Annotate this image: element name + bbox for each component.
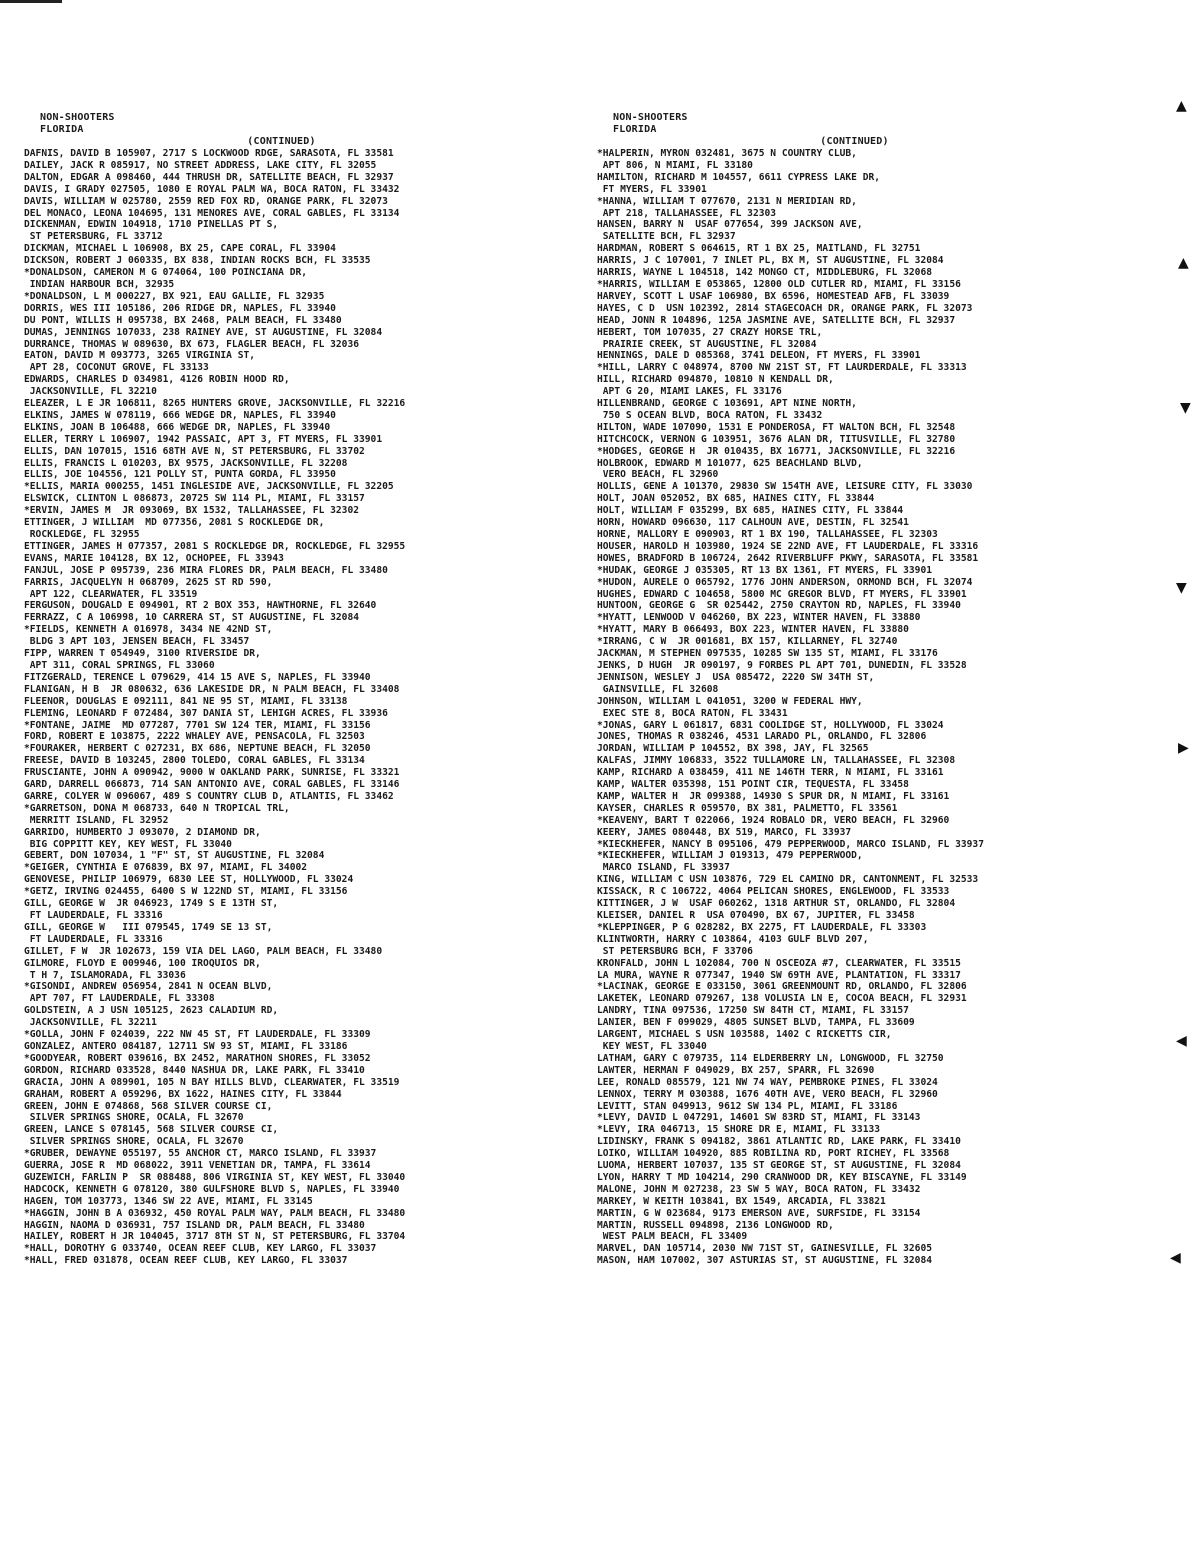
listing-line: APT 28, COCONUT GROVE, FL 33133: [24, 362, 209, 374]
listing-line: INDIAN HARBOUR BCH, 32935: [24, 278, 175, 290]
scan-mark: ▲: [1176, 98, 1187, 114]
listing-line: KAMP, RICHARD A 038459, 411 NE 146TH TERR, N MIAMI, FL 33161: [597, 767, 944, 779]
listing-line: ELKINS, JOAN B 106488, 666 WEDGE DR, NAPLES, FL 33940: [24, 421, 331, 433]
left-column: [24, 112, 599, 1267]
listing-line: *HYATT, LENWOOD V 046260, BX 223, WINTER HAVEN, FL 33880: [597, 612, 921, 624]
listing: [24, 148, 599, 1267]
listing-line: PRAIRIE CREEK, ST AUGUSTINE, FL 32084: [597, 338, 817, 350]
listing-line: JENKS, D HUGH JR 090197, 9 FORBES PL APT 701, DUNEDIN, FL 33528: [597, 659, 967, 671]
listing-line: HUNTOON, GEORGE G SR 025442, 2750 CRAYTON RD, NAPLES, FL 33940: [597, 600, 961, 612]
listing-line: APT 311, CORAL SPRINGS, FL 33060: [24, 659, 215, 671]
listing-line: *HUDON, AURELE O 065792, 1776 JOHN ANDERSON, ORMOND BCH, FL 32074: [597, 576, 973, 588]
listing-line: ELLIS, FRANCIS L 010203, BX 9575, JACKSONVILLE, FL 32208: [24, 457, 348, 469]
listing-line: GREEN, JOHN E 074868, 568 SILVER COURSE CI,: [24, 1100, 273, 1112]
listing-line: LA MURA, WAYNE R 077347, 1940 SW 69TH AVE, PLANTATION, FL 33317: [597, 969, 961, 981]
listing-line: ELEAZER, L E JR 106811, 8265 HUNTERS GROVE, JACKSONVILLE, FL 32216: [24, 398, 406, 410]
listing-line: *LACINAK, GEORGE E 033150, 3061 GREENMOUNT RD, ORLANDO, FL 32806: [597, 981, 967, 993]
listing-line: GILL, GEORGE W III 079545, 1749 SE 13 ST,: [24, 921, 273, 933]
listing-line: GRAHAM, ROBERT A 059296, BX 1622, HAINES CITY, FL 33844: [24, 1088, 342, 1100]
listing-line: DICKSON, ROBERT J 060335, BX 838, INDIAN ROCKS BCH, FL 33535: [24, 255, 371, 267]
listing-line: *HYATT, MARY B 066493, BOX 223, WINTER HAVEN, FL 33880: [597, 624, 909, 636]
listing-line: ELLER, TERRY L 106907, 1942 PASSAIC, APT 3, FT MYERS, FL 33901: [24, 433, 383, 445]
listing-line: MARKEY, W KEITH 103841, BX 1549, ARCADIA, FL 33821: [597, 1195, 886, 1207]
listing-line: KLEISER, DANIEL R USA 070490, BX 67, JUPITER, FL 33458: [597, 910, 915, 921]
listing-line: FITZGERALD, TERENCE L 079629, 414 15 AVE S, NAPLES, FL 33940: [24, 671, 371, 683]
listing-line: HADCOCK, KENNETH G 078120, 380 GULFSHORE BLVD S, NAPLES, FL 33940: [24, 1183, 400, 1195]
section-title: NON-SHOOTERS: [40, 112, 115, 123]
listing-line: *KEAVENY, BART T 022066, 1924 ROBALO DR, VERO BEACH, FL 32960: [597, 814, 950, 826]
scan-mark: ▼: [1180, 400, 1191, 416]
listing-line: HAGGIN, NAOMA D 036931, 757 ISLAND DR, PALM BEACH, FL 33480: [24, 1219, 365, 1231]
listing-line: KAMP, WALTER 035398, 151 POINT CIR, TEQUESTA, FL 33458: [597, 779, 909, 791]
listing-line: MARCO ISLAND, FL 33937: [597, 862, 730, 874]
listing-line: BIG COPPITT KEY, KEY WEST, FL 33040: [24, 838, 232, 850]
listing-line: DICKMAN, MICHAEL L 106908, BX 25, CAPE CORAL, FL 33904: [24, 243, 336, 255]
listing-line: FREESE, DAVID B 103245, 2800 TOLEDO, CORAL GABLES, FL 33134: [24, 755, 365, 767]
listing-line: HAYES, C D USN 102392, 2814 STAGECOACH DR, ORANGE PARK, FL 32073: [597, 302, 973, 314]
listing-line: HOLT, WILLIAM F 035299, BX 685, HAINES CITY, FL 33844: [597, 505, 904, 517]
listing-line: GAINSVILLE, FL 32608: [597, 683, 719, 695]
listing-line: FRUSCIANTE, JOHN A 090942, 9000 W OAKLAND PARK, SUNRISE, FL 33321: [24, 767, 400, 779]
listing-line: FIPP, WARREN T 054949, 3100 RIVERSIDE DR,: [24, 648, 261, 660]
listing-line: HORNE, MALLORY E 090903, RT 1 BX 190, TALLAHASSEE, FL 32303: [597, 529, 938, 540]
listing-line: HUGHES, EDWARD C 104658, 5800 MC GREGOR BLVD, FT MYERS, FL 33901: [597, 588, 967, 600]
listing-line: *DONALDSON, CAMERON M G 074064, 100 POINCIANA DR,: [24, 267, 308, 279]
listing-line: LYON, HARRY T MD 104214, 290 CRANWOOD DR, KEY BISCAYNE, FL 33149: [597, 1171, 967, 1183]
listing-line: JONES, THOMAS R 038246, 4531 LARADO PL, ORLANDO, FL 32806: [597, 731, 927, 743]
listing-line: *GEIGER, CYNTHIA E 076839, BX 97, MIAMI, FL 34002: [24, 862, 308, 874]
listing-line: JACKSONVILLE, FL 32210: [24, 386, 157, 398]
listing-line: FARRIS, JACQUELYN H 068709, 2625 ST RD 590,: [24, 576, 273, 588]
listing-line: APT 122, CLEARWATER, FL 33519: [24, 588, 198, 600]
listing-line: *HANNA, WILLIAM T 077670, 2131 N MERIDIAN RD,: [597, 195, 857, 207]
listing-line: DORRIS, WES III 105186, 206 RIDGE DR, NAPLES, FL 33940: [24, 302, 336, 314]
listing-line: *KLEPPINGER, P G 028282, BX 2275, FT LAUDERDALE, FL 33303: [597, 921, 927, 933]
listing-line: FLANIGAN, H B JR 080632, 636 LAKESIDE DR, N PALM BEACH, FL 33408: [24, 683, 400, 695]
listing-line: HITCHCOCK, VERNON G 103951, 3676 ALAN DR, TITUSVILLE, FL 32780: [597, 433, 956, 445]
listing-line: MERRITT ISLAND, FL 32952: [24, 814, 169, 826]
listing-line: EDWARDS, CHARLES D 034981, 4126 ROBIN HOOD RD,: [24, 374, 290, 386]
listing-line: MASON, HAM 107002, 307 ASTURIAS ST, ST AUGUSTINE, FL 32084: [597, 1255, 933, 1267]
listing-line: KALFAS, JIMMY 106833, 3522 TULLAMORE LN, TALLAHASSEE, FL 32308: [597, 755, 956, 767]
listing-line: *HUDAK, GEORGE J 035305, RT 13 BX 1361, FT MYERS, FL 33901: [597, 564, 933, 576]
listing-line: *ELLIS, MARIA 000255, 1451 INGLESIDE AVE, JACKSONVILLE, FL 32205: [24, 481, 394, 493]
listing-line: FORD, ROBERT E 103875, 2222 WHALEY AVE, PENSACOLA, FL 32503: [24, 731, 365, 743]
listing-line: 750 S OCEAN BLVD, BOCA RATON, FL 33432: [597, 409, 823, 421]
listing-line: GUERRA, JOSE R MD 068022, 3911 VENETIAN DR, TAMPA, FL 33614: [24, 1160, 371, 1172]
listing-line: *DONALDSON, L M 000227, BX 921, EAU GALLIE, FL 32935: [24, 290, 325, 302]
listing-line: GARRE, COLYER W 096067, 489 S COUNTRY CLUB D, ATLANTIS, FL 33462: [24, 790, 394, 802]
listing-line: GARRIDO, HUMBERTO J 093070, 2 DIAMOND DR,: [24, 826, 261, 838]
listing-line: LAKETEK, LEONARD 079267, 138 VOLUSIA LN E, COCOA BEACH, FL 32931: [597, 993, 967, 1005]
listing-line: HOUSER, HAROLD H 103980, 1924 SE 22ND AVE, FT LAUDERDALE, FL 33316: [597, 540, 979, 552]
listing-line: HAGEN, TOM 103773, 1346 SW 22 AVE, MIAMI, FL 33145: [24, 1195, 313, 1207]
listing-line: *FOURAKER, HERBERT C 027231, BX 686, NEPTUNE BEACH, FL 32050: [24, 743, 371, 755]
listing-line: GUZEWICH, FARLIN P SR 088488, 806 VIRGINIA ST, KEY WEST, FL 33040: [24, 1171, 406, 1183]
listing-line: *GARRETSON, DONA M 068733, 640 N TROPICAL TRL,: [24, 802, 290, 814]
listing-line: BLDG 3 APT 103, JENSEN BEACH, FL 33457: [24, 636, 250, 648]
listing-line: *LEVY, IRA 046713, 15 SHORE DR E, MIAMI, FL 33133: [597, 1124, 881, 1136]
listing-line: MARTIN, RUSSELL 094898, 2136 LONGWOOD RD,: [597, 1219, 834, 1231]
listing-line: GEBERT, DON 107034, 1 "F" ST, ST AUGUSTINE, FL 32084: [24, 850, 325, 862]
listing-line: JACKMAN, M STEPHEN 097535, 10285 SW 135 ST, MIAMI, FL 33176: [597, 648, 938, 660]
listing-line: DICKENMAN, EDWIN 104918, 1710 PINELLAS PT S,: [24, 219, 279, 231]
scan-mark: ▼: [1176, 580, 1187, 596]
listing-line: *GOLLA, JOHN F 024039, 222 NW 45 ST, FT LAUDERDALE, FL 33309: [24, 1029, 371, 1041]
listing-line: LENNOX, TERRY M 030388, 1676 40TH AVE, VERO BEACH, FL 32960: [597, 1088, 938, 1100]
scan-mark: ◀: [1170, 1250, 1181, 1266]
listing-line: DAFNIS, DAVID B 105907, 2717 S LOCKWOOD RDGE, SARASOTA, FL 33581: [24, 148, 394, 159]
listing-line: FLEMING, LEONARD F 072484, 307 DANIA ST, LEHIGH ACRES, FL 33936: [24, 707, 388, 719]
listing-line: HAILEY, ROBERT H JR 104045, 3717 8TH ST N, ST PETERSBURG, FL 33704: [24, 1231, 406, 1243]
listing-line: GILLET, F W JR 102673, 159 VIA DEL LAGO, PALM BEACH, FL 33480: [24, 945, 383, 957]
continued-label: (CONTINUED): [820, 136, 889, 147]
listing-line: HAMILTON, RICHARD M 104557, 6611 CYPRESS LAKE DR,: [597, 171, 881, 183]
scan-mark: ◀: [1176, 1033, 1187, 1049]
listing-line: FLEENOR, DOUGLAS E 092111, 841 NE 95 ST, MIAMI, FL 33138: [24, 695, 348, 707]
listing-line: HARRIS, J C 107001, 7 INLET PL, BX M, ST AUGUSTINE, FL 32084: [597, 255, 944, 267]
listing-line: APT G 20, MIAMI LAKES, FL 33176: [597, 386, 782, 398]
listing-line: *IRRANG, C W JR 001681, BX 157, KILLARNEY, FL 32740: [597, 636, 898, 648]
listing-line: KAYSER, CHARLES R 059570, BX 381, PALMETTO, FL 33561: [597, 802, 898, 814]
listing-line: ELLIS, DAN 107015, 1516 68TH AVE N, ST PETERSBURG, FL 33702: [24, 445, 365, 457]
listing-line: KING, WILLIAM C USN 103876, 729 EL CAMINO DR, CANTONMENT, FL 32533: [597, 874, 979, 886]
listing-line: FERRAZZ, C A 106998, 10 CARRERA ST, ST AUGUSTINE, FL 32084: [24, 612, 360, 624]
right-column: [597, 112, 1172, 1267]
listing-line: LANIER, BEN F 099029, 4805 SUNSET BLVD, TAMPA, FL 33609: [597, 1017, 915, 1029]
listing-line: ST PETERSBURG, FL 33712: [24, 231, 163, 243]
listing-line: HANSEN, BARRY N USAF 077654, 399 JACKSON AVE,: [597, 219, 863, 231]
listing-line: *GRUBER, DEWAYNE 055197, 55 ANCHOR CT, MARCO ISLAND, FL 33937: [24, 1148, 377, 1160]
listing-line: KAMP, WALTER H JR 099388, 14930 S SPUR DR, N MIAMI, FL 33161: [597, 790, 950, 802]
listing-line: FERGUSON, DOUGALD E 094901, RT 2 BOX 353, HAWTHORNE, FL 32640: [24, 600, 377, 612]
listing-line: FANJUL, JOSE P 095739, 236 MIRA FLORES DR, PALM BEACH, FL 33480: [24, 564, 388, 576]
listing-line: T H 7, ISLAMORADA, FL 33036: [24, 969, 186, 981]
listing-line: KEY WEST, FL 33040: [597, 1040, 707, 1052]
listing-line: LAWTER, HERMAN F 049029, BX 257, SPARR, FL 32690: [597, 1064, 875, 1076]
listing-line: HEBERT, TOM 107035, 27 CRAZY HORSE TRL,: [597, 326, 823, 338]
listing-line: LARGENT, MICHAEL S USN 103588, 1402 C RICKETTS CIR,: [597, 1029, 892, 1041]
listing-line: GILMORE, FLOYD E 009946, 100 IROQUIOS DR,: [24, 957, 261, 969]
state-heading: FLORIDA: [613, 124, 657, 135]
listing-line: SILVER SPRINGS SHORE, OCALA, FL 32670: [24, 1136, 244, 1148]
listing-line: DEL MONACO, LEONA 104695, 131 MENORES AVE, CORAL GABLES, FL 33134: [24, 207, 400, 219]
listing-line: *HODGES, GEORGE H JR 010435, BX 16771, JACKSONVILLE, FL 32216: [597, 445, 956, 457]
listing-line: LIDINSKY, FRANK S 094182, 3861 ATLANTIC RD, LAKE PARK, FL 33410: [597, 1136, 961, 1148]
listing: [597, 148, 1172, 1267]
listing-line: HOLBROOK, EDWARD M 101077, 625 BEACHLAND BLVD,: [597, 457, 863, 469]
continued-label: (CONTINUED): [247, 136, 316, 147]
listing-line: ETTINGER, JAMES H 077357, 2081 S ROCKLEDGE DR, ROCKLEDGE, FL 32955: [24, 540, 406, 552]
listing-line: GARD, DARRELL 066873, 714 SAN ANTONIO AVE, CORAL GABLES, FL 33146: [24, 779, 400, 791]
listing-line: EXEC STE 8, BOCA RATON, FL 33431: [597, 707, 788, 719]
listing-line: LEVITT, STAN 049913, 9612 SW 134 PL, MIAMI, FL 33186: [597, 1100, 898, 1112]
listing-line: FT LAUDERDALE, FL 33316: [24, 933, 163, 945]
listing-line: ELSWICK, CLINTON L 086873, 20725 SW 114 PL, MIAMI, FL 33157: [24, 493, 365, 505]
listing-line: HARDMAN, ROBERT S 064615, RT 1 BX 25, MAITLAND, FL 32751: [597, 243, 921, 255]
listing-line: ST PETERSBURG BCH, F 33706: [597, 945, 753, 957]
listing-line: HILLENBRAND, GEORGE C 103691, APT NINE NORTH,: [597, 398, 857, 410]
listing-line: MALONE, JOHN M 027238, 23 SW 5 WAY, BOCA RATON, FL 33432: [597, 1183, 921, 1195]
listing-line: *FIELDS, KENNETH A 016978, 3434 NE 42ND ST,: [24, 624, 273, 636]
section-title: NON-SHOOTERS: [613, 112, 688, 123]
listing-line: LOIKO, WILLIAM 104920, 885 ROBILINA RD, PORT RICHEY, FL 33568: [597, 1148, 950, 1160]
listing-line: WEST PALM BEACH, FL 33409: [597, 1231, 748, 1243]
listing-line: FT MYERS, FL 33901: [597, 183, 707, 195]
listing-line: APT 806, N MIAMI, FL 33180: [597, 159, 753, 171]
listing-line: *KIECKHEFER, WILLIAM J 019313, 479 PEPPERWOOD,: [597, 850, 863, 862]
listing-line: *GETZ, IRVING 024455, 6400 S W 122ND ST, MIAMI, FL 33156: [24, 886, 348, 898]
listing-line: KEERY, JAMES 080448, BX 519, MARCO, FL 33937: [597, 826, 852, 838]
listing-line: SATELLITE BCH, FL 32937: [597, 231, 736, 243]
listing-line: FT LAUDERDALE, FL 33316: [24, 910, 163, 921]
listing-line: JACKSONVILLE, FL 32211: [24, 1017, 157, 1029]
listing-line: KRONFALD, JOHN L 102084, 700 N OSCEOZA #7, CLEARWATER, FL 33515: [597, 957, 961, 969]
listing-line: KISSACK, R C 106722, 4064 PELICAN SHORES, ENGLEWOOD, FL 33533: [597, 886, 950, 898]
listing-line: *HAGGIN, JOHN B A 036932, 450 ROYAL PALM WAY, PALM BEACH, FL 33480: [24, 1207, 406, 1219]
listing-line: GREEN, LANCE S 078145, 568 SILVER COURSE CI,: [24, 1124, 279, 1136]
listing-line: JENNISON, WESLEY J USA 085472, 2220 SW 34TH ST,: [597, 671, 875, 683]
listing-line: DURRANCE, THOMAS W 089630, BX 673, FLAGLER BEACH, FL 32036: [24, 338, 360, 350]
listing-line: GOLDSTEIN, A J USN 105125, 2623 CALADIUM RD,: [24, 1005, 279, 1017]
listing-line: VERO BEACH, FL 32960: [597, 469, 719, 481]
listing-line: ETTINGER, J WILLIAM MD 077356, 2081 S ROCKLEDGE DR,: [24, 517, 325, 529]
listing-line: HOWES, BRADFORD B 106724, 2642 RIVERBLUFF PKWY, SARASOTA, FL 33581: [597, 552, 979, 564]
listing-line: HOLT, JOAN 052052, BX 685, HAINES CITY, FL 33844: [597, 493, 875, 505]
listing-line: KITTINGER, J W USAF 060262, 1318 ARTHUR ST, ORLANDO, FL 32804: [597, 898, 956, 910]
listing-line: GORDON, RICHARD 033528, 8440 NASHUA DR, LAKE PARK, FL 33410: [24, 1064, 365, 1076]
listing-line: *JONAS, GARY L 061817, 6831 COOLIDGE ST, HOLLYWOOD, FL 33024: [597, 719, 944, 731]
listing-line: *HALL, FRED 031878, OCEAN REEF CLUB, KEY LARGO, FL 33037: [24, 1255, 348, 1267]
listing-line: LATHAM, GARY C 079735, 114 ELDERBERRY LN, LONGWOOD, FL 32750: [597, 1052, 944, 1064]
listing-line: *KIECKHEFER, NANCY B 095106, 479 PEPPERWOOD, MARCO ISLAND, FL 33937: [597, 838, 984, 850]
listing-line: ELKINS, JAMES W 078119, 666 WEDGE DR, NAPLES, FL 33940: [24, 409, 336, 421]
listing-line: LANDRY, TINA 097536, 17250 SW 84TH CT, MIAMI, FL 33157: [597, 1005, 909, 1017]
listing-line: KLINTWORTH, HARRY C 103864, 4103 GULF BLVD 207,: [597, 933, 869, 945]
listing-line: JOHNSON, WILLIAM L 041051, 3200 W FEDERAL HWY,: [597, 695, 863, 707]
listing-line: *HALL, DOROTHY G 033740, OCEAN REEF CLUB, KEY LARGO, FL 33037: [24, 1243, 377, 1255]
listing-line: HILL, RICHARD 094870, 10810 N KENDALL DR,: [597, 374, 834, 386]
listing-line: HOLLIS, GENE A 101370, 29830 SW 154TH AVE, LEISURE CITY, FL 33030: [597, 481, 973, 493]
listing-line: EVANS, MARIE 104128, BX 12, OCHOPEE, FL 33943: [24, 552, 284, 564]
listing-line: EATON, DAVID M 093773, 3265 VIRGINIA ST,: [24, 350, 256, 362]
listing-line: SILVER SPRINGS SHORE, OCALA, FL 32670: [24, 1112, 244, 1124]
listing-line: *HILL, LARRY C 048974, 8700 NW 21ST ST, FT LAURDERDALE, FL 33313: [597, 362, 967, 374]
listing-line: LUOMA, HERBERT 107037, 135 ST GEORGE ST, ST AUGUSTINE, FL 32084: [597, 1160, 961, 1172]
listing-line: ROCKLEDGE, FL 32955: [24, 529, 140, 540]
listing-line: DU PONT, WILLIS H 095738, BX 2468, PALM BEACH, FL 33480: [24, 314, 342, 326]
state-heading: FLORIDA: [40, 124, 84, 135]
listing-line: LEE, RONALD 085579, 121 NW 74 WAY, PEMBROKE PINES, FL 33024: [597, 1076, 938, 1088]
listing-line: DALTON, EDGAR A 098460, 444 THRUSH DR, SATELLITE BEACH, FL 32937: [24, 171, 394, 183]
listing-line: HARVEY, SCOTT L USAF 106980, BX 6596, HOMESTEAD AFB, FL 33039: [597, 290, 950, 302]
scan-mark: ▶: [1178, 740, 1189, 756]
listing-line: MARVEL, DAN 105714, 2030 NW 71ST ST, GAINESVILLE, FL 32605: [597, 1243, 933, 1255]
listing-line: *FONTANE, JAIME MD 077287, 7701 SW 124 TER, MIAMI, FL 33156: [24, 719, 371, 731]
top-rule: [0, 0, 62, 3]
listing-line: MARTIN, G W 023684, 9173 EMERSON AVE, SURFSIDE, FL 33154: [597, 1207, 921, 1219]
listing-line: APT 218, TALLAHASSEE, FL 32303: [597, 207, 777, 219]
listing-line: ELLIS, JOE 104556, 121 POLLY ST, PUNTA GORDA, FL 33950: [24, 469, 336, 481]
listing-line: DAILEY, JACK R 085917, NO STREET ADDRESS, LAKE CITY, FL 32055: [24, 159, 377, 171]
listing-line: HENNINGS, DALE D 085368, 3741 DELEON, FT MYERS, FL 33901: [597, 350, 921, 362]
listing-line: *HARRIS, WILLIAM E 053865, 12800 OLD CUTLER RD, MIAMI, FL 33156: [597, 278, 961, 290]
listing-line: GONZALEZ, ANTERO 084187, 12711 SW 93 ST, MIAMI, FL 33186: [24, 1040, 348, 1052]
listing-line: HORN, HOWARD 096630, 117 CALHOUN AVE, DESTIN, FL 32541: [597, 517, 909, 529]
listing-line: *GISONDI, ANDREW 056954, 2841 N OCEAN BLVD,: [24, 981, 273, 993]
listing-line: HILTON, WADE 107090, 1531 E PONDEROSA, FT WALTON BCH, FL 32548: [597, 421, 956, 433]
listing-line: GILL, GEORGE W JR 046923, 1749 S E 13TH ST,: [24, 898, 279, 910]
listing-line: DUMAS, JENNINGS 107033, 238 RAINEY AVE, ST AUGUSTINE, FL 32084: [24, 326, 383, 338]
listing-line: DAVIS, WILLIAM W 025780, 2559 RED FOX RD, ORANGE PARK, FL 32073: [24, 195, 388, 207]
listing-line: HEAD, JONN R 104896, 125A JASMINE AVE, SATELLITE BCH, FL 32937: [597, 314, 956, 326]
listing-line: GENOVESE, PHILIP 106979, 6830 LEE ST, HOLLYWOOD, FL 33024: [24, 874, 354, 886]
listing-line: JORDAN, WILLIAM P 104552, BX 398, JAY, FL 32565: [597, 743, 869, 755]
listing-line: *ERVIN, JAMES M JR 093069, BX 1532, TALLAHASSEE, FL 32302: [24, 505, 360, 517]
listing-line: *GOODYEAR, ROBERT 039616, BX 2452, MARATHON SHORES, FL 33052: [24, 1052, 371, 1064]
listing-line: *LEVY, DAVID L 047291, 14601 SW 83RD ST, MIAMI, FL 33143: [597, 1112, 921, 1124]
listing-line: APT 707, FT LAUDERDALE, FL 33308: [24, 993, 215, 1005]
listing-line: GRACIA, JOHN A 089901, 105 N BAY HILLS BLVD, CLEARWATER, FL 33519: [24, 1076, 400, 1088]
listing-line: *HALPERIN, MYRON 032481, 3675 N COUNTRY CLUB,: [597, 148, 857, 159]
scan-mark: ▲: [1178, 255, 1189, 271]
listing-line: DAVIS, I GRADY 027505, 1080 E ROYAL PALM WA, BOCA RATON, FL 33432: [24, 183, 400, 195]
listing-line: HARRIS, WAYNE L 104518, 142 MONGO CT, MIDDLEBURG, FL 32068: [597, 267, 933, 279]
